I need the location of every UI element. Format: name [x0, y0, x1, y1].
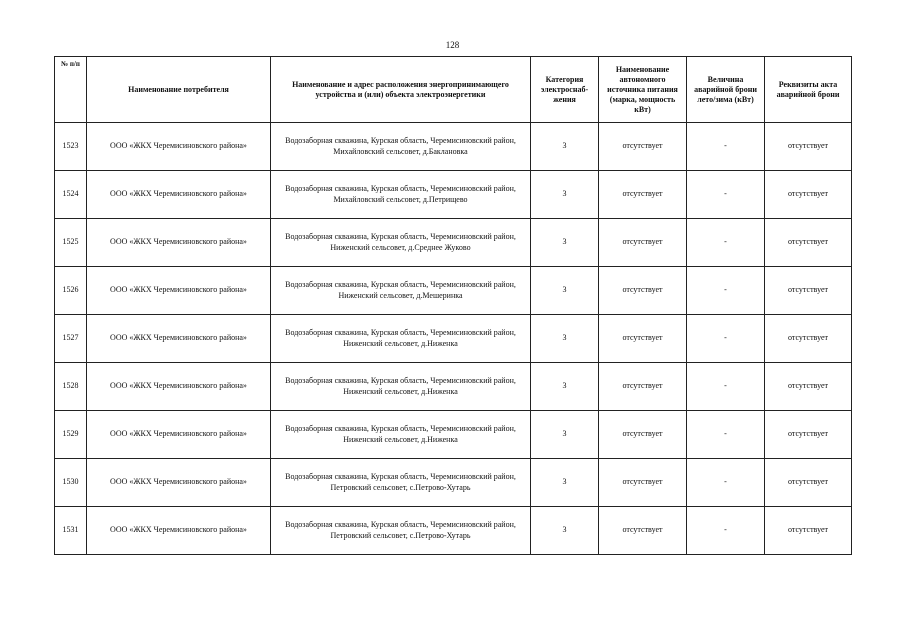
- cell-category: 3: [531, 315, 599, 363]
- table-row: [55, 171, 852, 219]
- cell-address: Водозаборная скважина, Курская область, Черемисиновский район, Ниженский сельсовет, д.Среднее Жуково: [271, 219, 531, 267]
- cell-consumer: ООО «ЖКХ Черемисиновского района»: [87, 507, 271, 555]
- cell-act-details: отсутствует: [765, 411, 852, 459]
- cell-emergency-reserve: -: [687, 459, 765, 507]
- cell-emergency-reserve: -: [687, 507, 765, 555]
- cell-power-source: отсутствует: [599, 219, 687, 267]
- table-row: [55, 507, 852, 555]
- cell-power-source: отсутствует: [599, 459, 687, 507]
- table-row: [55, 219, 852, 267]
- cell-consumer: ООО «ЖКХ Черемисиновского района»: [87, 411, 271, 459]
- cell-address: Водозаборная скважина, Курская область, Черемисиновский район, Михайловский сельсовет, д.Баклановка: [271, 123, 531, 171]
- cell-emergency-reserve: -: [687, 411, 765, 459]
- cell-category: 3: [531, 411, 599, 459]
- cell-emergency-reserve: -: [687, 315, 765, 363]
- page-number: 128: [445, 40, 460, 50]
- cell-consumer: ООО «ЖКХ Черемисиновского района»: [87, 219, 271, 267]
- cell-consumer: ООО «ЖКХ Черемисиновского района»: [87, 315, 271, 363]
- cell-act-details: отсутствует: [765, 267, 852, 315]
- table-row: [55, 411, 852, 459]
- cell-category: 3: [531, 507, 599, 555]
- cell-power-source: отсутствует: [599, 507, 687, 555]
- cell-power-source: отсутствует: [599, 123, 687, 171]
- cell-category: 3: [531, 219, 599, 267]
- cell-consumer: ООО «ЖКХ Черемисиновского района»: [87, 267, 271, 315]
- cell-category: 3: [531, 171, 599, 219]
- cell-power-source: отсутствует: [599, 315, 687, 363]
- cell-address: Водозаборная скважина, Курская область, Черемисиновский район, Петровский сельсовет, с.Петрово-Хутарь: [271, 507, 531, 555]
- header-act-details: Реквизиты акта аварийной брони: [765, 57, 852, 123]
- cell-address: Водозаборная скважина, Курская область, Черемисиновский район, Ниженский сельсовет, д.Ниженка: [271, 363, 531, 411]
- cell-consumer: ООО «ЖКХ Черемисиновского района»: [87, 363, 271, 411]
- cell-act-details: отсутствует: [765, 171, 852, 219]
- table-row: [55, 123, 852, 171]
- cell-number: 1527: [55, 315, 87, 363]
- cell-number: 1526: [55, 267, 87, 315]
- cell-number: 1523: [55, 123, 87, 171]
- consumer-registry-table: [54, 56, 852, 555]
- cell-emergency-reserve: -: [687, 219, 765, 267]
- cell-consumer: ООО «ЖКХ Черемисиновского района»: [87, 171, 271, 219]
- header-address: Наименование и адрес расположения энергопринимающего устройства и (или) объекта электроэнергетики: [271, 57, 531, 123]
- cell-number: 1525: [55, 219, 87, 267]
- cell-emergency-reserve: -: [687, 171, 765, 219]
- cell-number: 1528: [55, 363, 87, 411]
- cell-number: 1529: [55, 411, 87, 459]
- cell-number: 1524: [55, 171, 87, 219]
- cell-power-source: отсутствует: [599, 363, 687, 411]
- cell-consumer: ООО «ЖКХ Черемисиновского района»: [87, 123, 271, 171]
- table-row: [55, 315, 852, 363]
- cell-address: Водозаборная скважина, Курская область, Черемисиновский район, Ниженский сельсовет, д.Мешеринка: [271, 267, 531, 315]
- header-power-source: Наименование автономного источника питания (марка, мощность кВт): [599, 57, 687, 123]
- cell-consumer: ООО «ЖКХ Черемисиновского района»: [87, 459, 271, 507]
- cell-act-details: отсутствует: [765, 315, 852, 363]
- cell-power-source: отсутствует: [599, 267, 687, 315]
- header-category: Категория электроснаб-жения: [531, 57, 599, 123]
- header-emergency-reserve: Величина аварийной брони лето/зима (кВт): [687, 57, 765, 123]
- cell-address: Водозаборная скважина, Курская область, Черемисиновский район, Ниженский сельсовет, д.Ниженка: [271, 411, 531, 459]
- cell-act-details: отсутствует: [765, 363, 852, 411]
- cell-address: Водозаборная скважина, Курская область, Черемисиновский район, Ниженский сельсовет, д.Ниженка: [271, 315, 531, 363]
- cell-category: 3: [531, 267, 599, 315]
- cell-category: 3: [531, 123, 599, 171]
- cell-emergency-reserve: -: [687, 123, 765, 171]
- cell-category: 3: [531, 363, 599, 411]
- table-row: [55, 459, 852, 507]
- cell-act-details: отсутствует: [765, 507, 852, 555]
- table-body: [55, 123, 852, 555]
- cell-emergency-reserve: -: [687, 267, 765, 315]
- table-row: [55, 267, 852, 315]
- cell-address: Водозаборная скважина, Курская область, Черемисиновский район, Михайловский сельсовет, д.Петрищево: [271, 171, 531, 219]
- table-header: [55, 57, 852, 123]
- table-row: [55, 363, 852, 411]
- header-number: № п/п: [55, 57, 87, 123]
- cell-number: 1530: [55, 459, 87, 507]
- cell-power-source: отсутствует: [599, 411, 687, 459]
- cell-address: Водозаборная скважина, Курская область, Черемисиновский район, Петровский сельсовет, с.Петрово-Хутарь: [271, 459, 531, 507]
- cell-act-details: отсутствует: [765, 459, 852, 507]
- header-consumer: Наименование потребителя: [87, 57, 271, 123]
- cell-number: 1531: [55, 507, 87, 555]
- header-row: [55, 57, 852, 123]
- cell-emergency-reserve: -: [687, 363, 765, 411]
- cell-act-details: отсутствует: [765, 219, 852, 267]
- cell-power-source: отсутствует: [599, 171, 687, 219]
- cell-category: 3: [531, 459, 599, 507]
- cell-act-details: отсутствует: [765, 123, 852, 171]
